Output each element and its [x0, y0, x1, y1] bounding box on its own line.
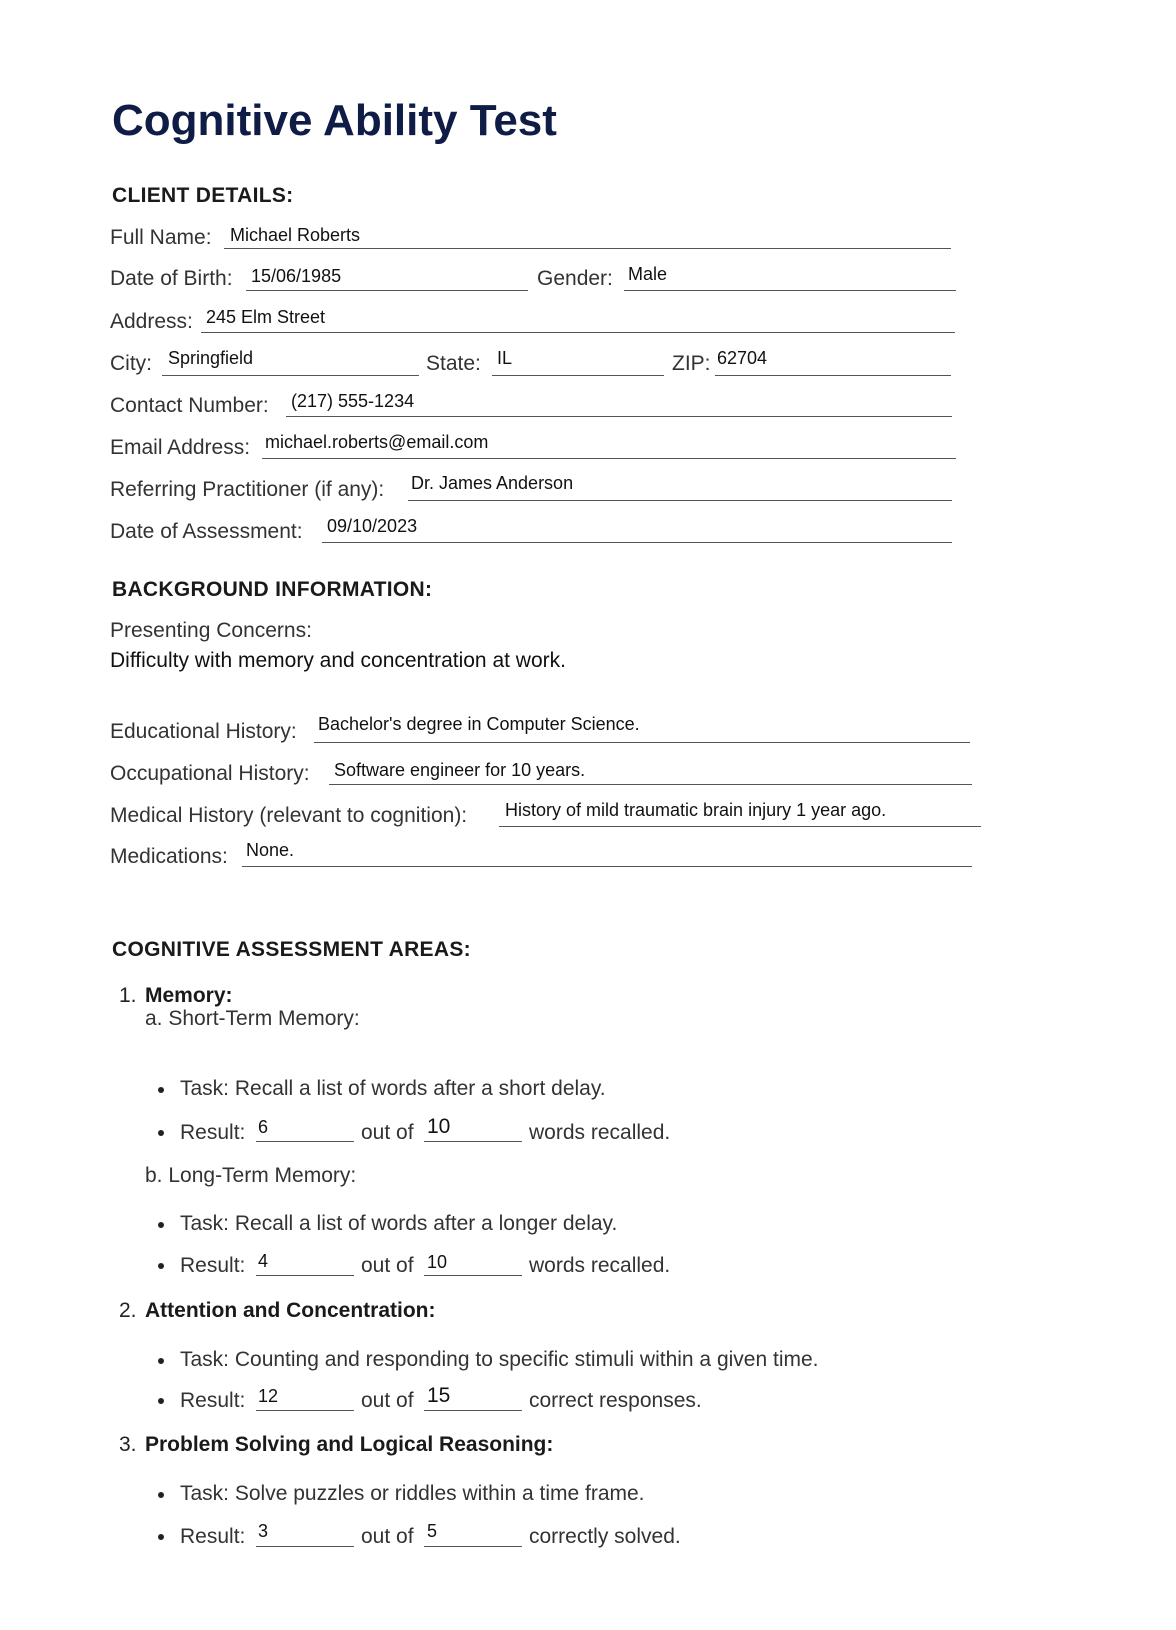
contact-label: Contact Number: — [110, 394, 269, 417]
attention-number: 2. — [119, 1299, 137, 1322]
bullet — [158, 1534, 164, 1540]
contact-field[interactable] — [286, 416, 952, 417]
address-label: Address: — [110, 310, 193, 333]
state-field[interactable] — [492, 375, 664, 376]
state-label: State: — [426, 352, 481, 375]
long-term-score-field[interactable] — [256, 1275, 354, 1276]
long-term-task: Task: Recall a list of words after a longer delay. — [180, 1212, 618, 1235]
short-term-result-label: Result: — [180, 1121, 246, 1144]
problem-solving-title: Problem Solving and Logical Reasoning: — [145, 1433, 554, 1456]
referring-value: Dr. James Anderson — [411, 473, 574, 493]
gender-label: Gender: — [537, 267, 613, 290]
short-term-score: 6 — [258, 1117, 269, 1137]
educational-value: Bachelor's degree in Computer Science. — [318, 714, 640, 734]
full-name-label: Full Name: — [110, 226, 212, 249]
email-value: michael.roberts@email.com — [265, 432, 489, 452]
medical-label: Medical History (relevant to cognition): — [110, 804, 468, 827]
city-value: Springfield — [168, 348, 254, 368]
memory-number: 1. — [119, 984, 137, 1007]
document-title: Cognitive Ability Test — [112, 96, 557, 145]
long-term-total: 10 — [427, 1252, 448, 1272]
bullet — [158, 1398, 164, 1404]
short-term-total: 10 — [427, 1115, 451, 1138]
long-term-suffix: words recalled. — [529, 1254, 671, 1277]
bullet — [158, 1087, 164, 1093]
medications-label: Medications: — [110, 845, 228, 868]
client-details-heading: CLIENT DETAILS: — [112, 184, 294, 207]
address-field[interactable] — [201, 332, 955, 333]
medications-field[interactable] — [242, 866, 972, 867]
address-value: 245 Elm Street — [206, 307, 326, 327]
attention-total: 15 — [427, 1384, 451, 1407]
long-term-result-label: Result: — [180, 1254, 246, 1277]
long-term-score: 4 — [258, 1251, 269, 1271]
problem-solving-task: Task: Solve puzzles or riddles within a time frame. — [180, 1482, 645, 1505]
presenting-concerns-label: Presenting Concerns: — [110, 619, 312, 642]
attention-result-label: Result: — [180, 1389, 246, 1412]
occupational-field[interactable] — [329, 784, 972, 785]
gender-field[interactable] — [624, 290, 956, 291]
long-term-total-field[interactable] — [424, 1275, 522, 1276]
problem-solving-score-field[interactable] — [256, 1546, 354, 1547]
medications-value: None. — [246, 840, 295, 860]
zip-label: ZIP: — [672, 352, 711, 375]
presenting-concerns-value: Difficulty with memory and concentration at work. — [110, 649, 566, 672]
medical-field[interactable] — [499, 826, 981, 827]
problem-solving-out-of: out of — [361, 1525, 414, 1548]
state-value: IL — [497, 348, 513, 368]
attention-task: Task: Counting and responding to specific stimuli within a given time. — [180, 1348, 819, 1371]
bullet — [158, 1492, 164, 1498]
short-term-task: Task: Recall a list of words after a short delay. — [180, 1077, 606, 1100]
problem-solving-number: 3. — [119, 1433, 137, 1456]
occupational-label: Occupational History: — [110, 762, 310, 785]
assessment-date-label: Date of Assessment: — [110, 520, 303, 543]
contact-value: (217) 555-1234 — [291, 391, 415, 411]
assessment-date-field[interactable] — [322, 542, 952, 543]
email-label: Email Address: — [110, 436, 251, 459]
problem-solving-result-label: Result: — [180, 1525, 246, 1548]
zip-value: 62704 — [717, 348, 768, 368]
occupational-value: Software engineer for 10 years. — [334, 760, 586, 780]
bullet — [158, 1263, 164, 1269]
full-name-field[interactable] — [224, 248, 951, 249]
dob-label: Date of Birth: — [110, 267, 233, 290]
zip-field[interactable] — [715, 375, 951, 376]
attention-total-field[interactable] — [424, 1410, 522, 1411]
gender-value: Male — [628, 264, 668, 284]
city-label: City: — [110, 352, 152, 375]
short-term-label: a. Short-Term Memory: — [145, 1007, 360, 1030]
problem-solving-total-field[interactable] — [424, 1546, 522, 1547]
attention-suffix: correct responses. — [529, 1389, 702, 1412]
long-term-label: b. Long-Term Memory: — [145, 1164, 357, 1187]
referring-label: Referring Practitioner (if any): — [110, 478, 385, 501]
medical-value: History of mild traumatic brain injury 1 year ago. — [505, 800, 887, 820]
assessment-date-value: 09/10/2023 — [327, 516, 418, 536]
full-name-value: Michael Roberts — [230, 225, 361, 245]
attention-out-of: out of — [361, 1389, 414, 1412]
educational-field[interactable] — [314, 742, 970, 743]
bullet — [158, 1358, 164, 1364]
assessment-heading: COGNITIVE ASSESSMENT AREAS: — [112, 938, 471, 961]
long-term-out-of: out of — [361, 1254, 414, 1277]
dob-value: 15/06/1985 — [251, 266, 342, 286]
short-term-total-field[interactable] — [424, 1141, 522, 1142]
short-term-suffix: words recalled. — [529, 1121, 671, 1144]
attention-score-field[interactable] — [256, 1410, 354, 1411]
problem-solving-total: 5 — [427, 1521, 438, 1541]
short-term-out-of: out of — [361, 1121, 414, 1144]
bullet — [158, 1130, 164, 1136]
referring-field[interactable] — [408, 500, 952, 501]
bullet — [158, 1222, 164, 1228]
educational-label: Educational History: — [110, 720, 297, 743]
problem-solving-suffix: correctly solved. — [529, 1525, 681, 1548]
attention-score: 12 — [258, 1386, 279, 1406]
email-field[interactable] — [262, 458, 956, 459]
memory-title: Memory: — [145, 984, 233, 1007]
dob-field[interactable] — [246, 290, 528, 291]
city-field[interactable] — [162, 375, 419, 376]
attention-title: Attention and Concentration: — [145, 1299, 436, 1322]
background-heading: BACKGROUND INFORMATION: — [112, 578, 433, 601]
problem-solving-score: 3 — [258, 1521, 269, 1541]
short-term-score-field[interactable] — [256, 1141, 354, 1142]
